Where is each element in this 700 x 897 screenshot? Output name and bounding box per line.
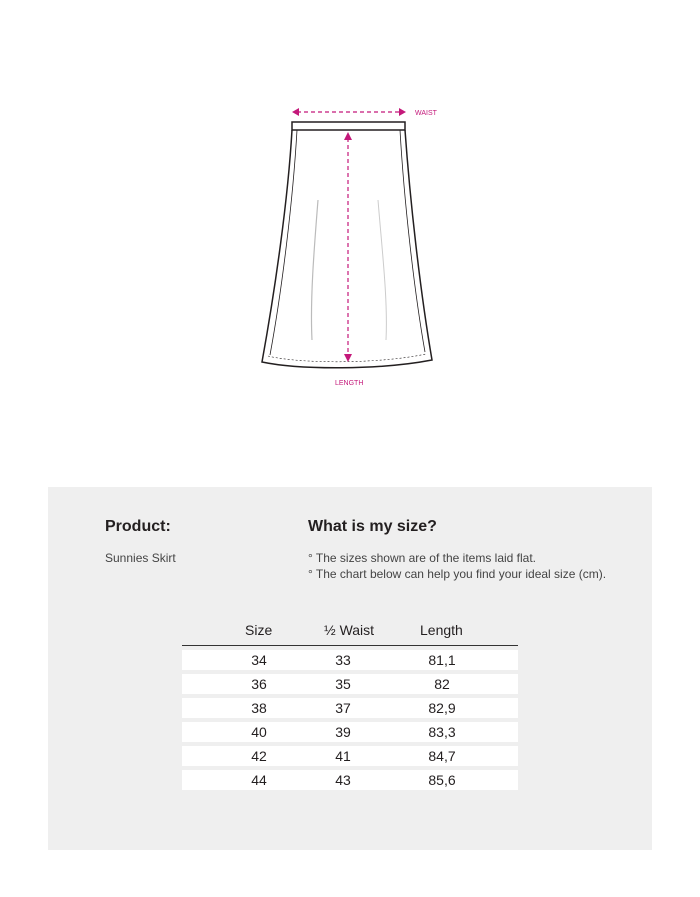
table-row: [182, 722, 518, 742]
table-row: [182, 770, 518, 790]
length-label: LENGTH: [335, 380, 364, 387]
length-measure-arrow: [344, 132, 352, 362]
cell-length: 85,6: [428, 772, 456, 788]
cell-size: 40: [251, 724, 267, 740]
size-note: ° The sizes shown are of the items laid flat.: [308, 551, 537, 565]
table-header: [182, 619, 518, 646]
header-length: Length: [420, 622, 463, 638]
skirt-illustration: [0, 0, 700, 420]
table-row: [182, 650, 518, 670]
cell-size: 36: [251, 676, 267, 692]
cell-half-waist: 43: [335, 772, 351, 788]
header-size: Size: [245, 622, 273, 638]
cell-size: 38: [251, 700, 267, 716]
cell-size: 44: [251, 772, 267, 788]
cell-length: 83,3: [428, 724, 456, 740]
cell-half-waist: 37: [335, 700, 351, 716]
cell-half-waist: 33: [335, 652, 351, 668]
size-heading: What is my size?: [308, 518, 437, 535]
table-row: [182, 746, 518, 766]
cell-length: 82: [434, 676, 450, 692]
size-table: [182, 619, 518, 790]
product-heading: Product:: [105, 518, 171, 535]
size-notes: [308, 550, 606, 582]
cell-length: 82,9: [428, 700, 456, 716]
cell-half-waist: 35: [335, 676, 351, 692]
size-note: ° The chart below can help you find your ideal size (cm).: [308, 567, 607, 581]
table-row: [182, 674, 518, 694]
size-guide-panel: [48, 487, 652, 850]
cell-length: 81,1: [428, 652, 456, 668]
cell-length: 84,7: [428, 748, 456, 764]
waist-measure-arrow: [292, 108, 406, 116]
header-half-waist: ½ Waist: [324, 622, 375, 638]
skirt-outline: [262, 122, 432, 368]
table-row: [182, 698, 518, 718]
cell-half-waist: 39: [335, 724, 351, 740]
cell-size: 34: [251, 652, 267, 668]
product-name: Sunnies Skirt: [105, 551, 176, 565]
cell-half-waist: 41: [335, 748, 351, 764]
cell-size: 42: [251, 748, 267, 764]
waist-label: WAIST: [415, 110, 437, 117]
